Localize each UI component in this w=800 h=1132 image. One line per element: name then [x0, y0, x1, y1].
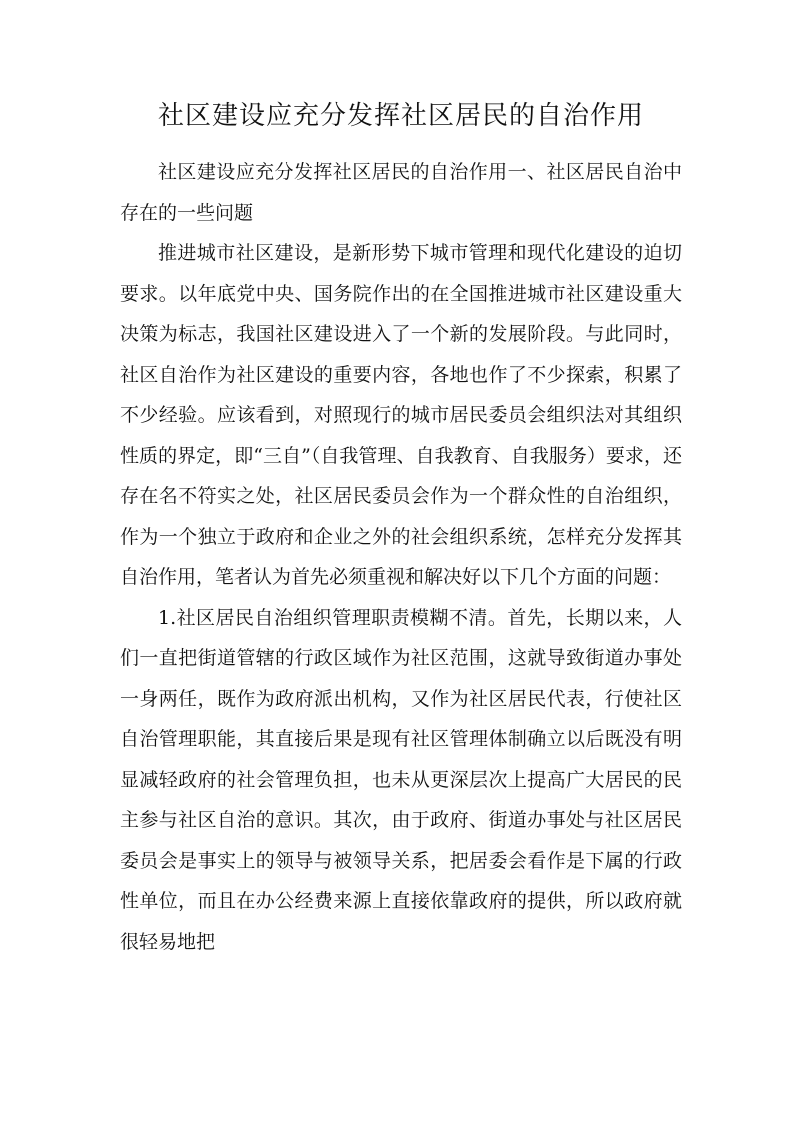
- paragraph-intro: 社区建设应充分发挥社区居民的自治作用一、社区居民自治中存在的一些问题: [120, 161, 682, 224]
- paragraph-issue-1: 1.社区居民自治组织管理职责模糊不清。首先，长期以来，人们一直把街道管辖的行政区域作为社区范围，这就导致街道办事处一身两任，既作为政府派出机构，又作为社区居民代表，行使社区自治管理职能，其直接后果是现有社区管理体制确立以后既没有明显减轻政府的社会管理负担，也未从更深层次上提高广大居民的民主参与社区自治的意识。其次，由于政府、街道办事处与社区居民委员会是事实上的领导与被领导关系，把居委会看作是下属的行政性单位，而且在办公经费来源上直接依靠政府的提供，所以政府就很轻易地把: [120, 606, 682, 953]
- paragraph-background: 推进城市社区建设，是新形势下城市管理和现代化建设的迫切要求。以年底党中央、国务院作出的在全国推进城市社区建设重大决策为标志，我国社区建设进入了一个新的发展阶段。与此同时，社区自治作为社区建设的重要内容，各地也作了不少探索，积累了不少经验。应该看到，对照现行的城市居民委员会组织法对其组织性质的界定，即“三自”（自我管理、自我教育、自我服务）要求，还存在名不符实之处，社区居民委员会作为一个群众性的自治组织，作为一个独立于政府和企业之外的社会组织系统，怎样充分发挥其自治作用，笔者认为首先必须重视和解决好以下几个方面的问题：: [120, 242, 682, 588]
- document-title: 社区建设应充分发挥社区居民的自治作用: [157, 101, 644, 131]
